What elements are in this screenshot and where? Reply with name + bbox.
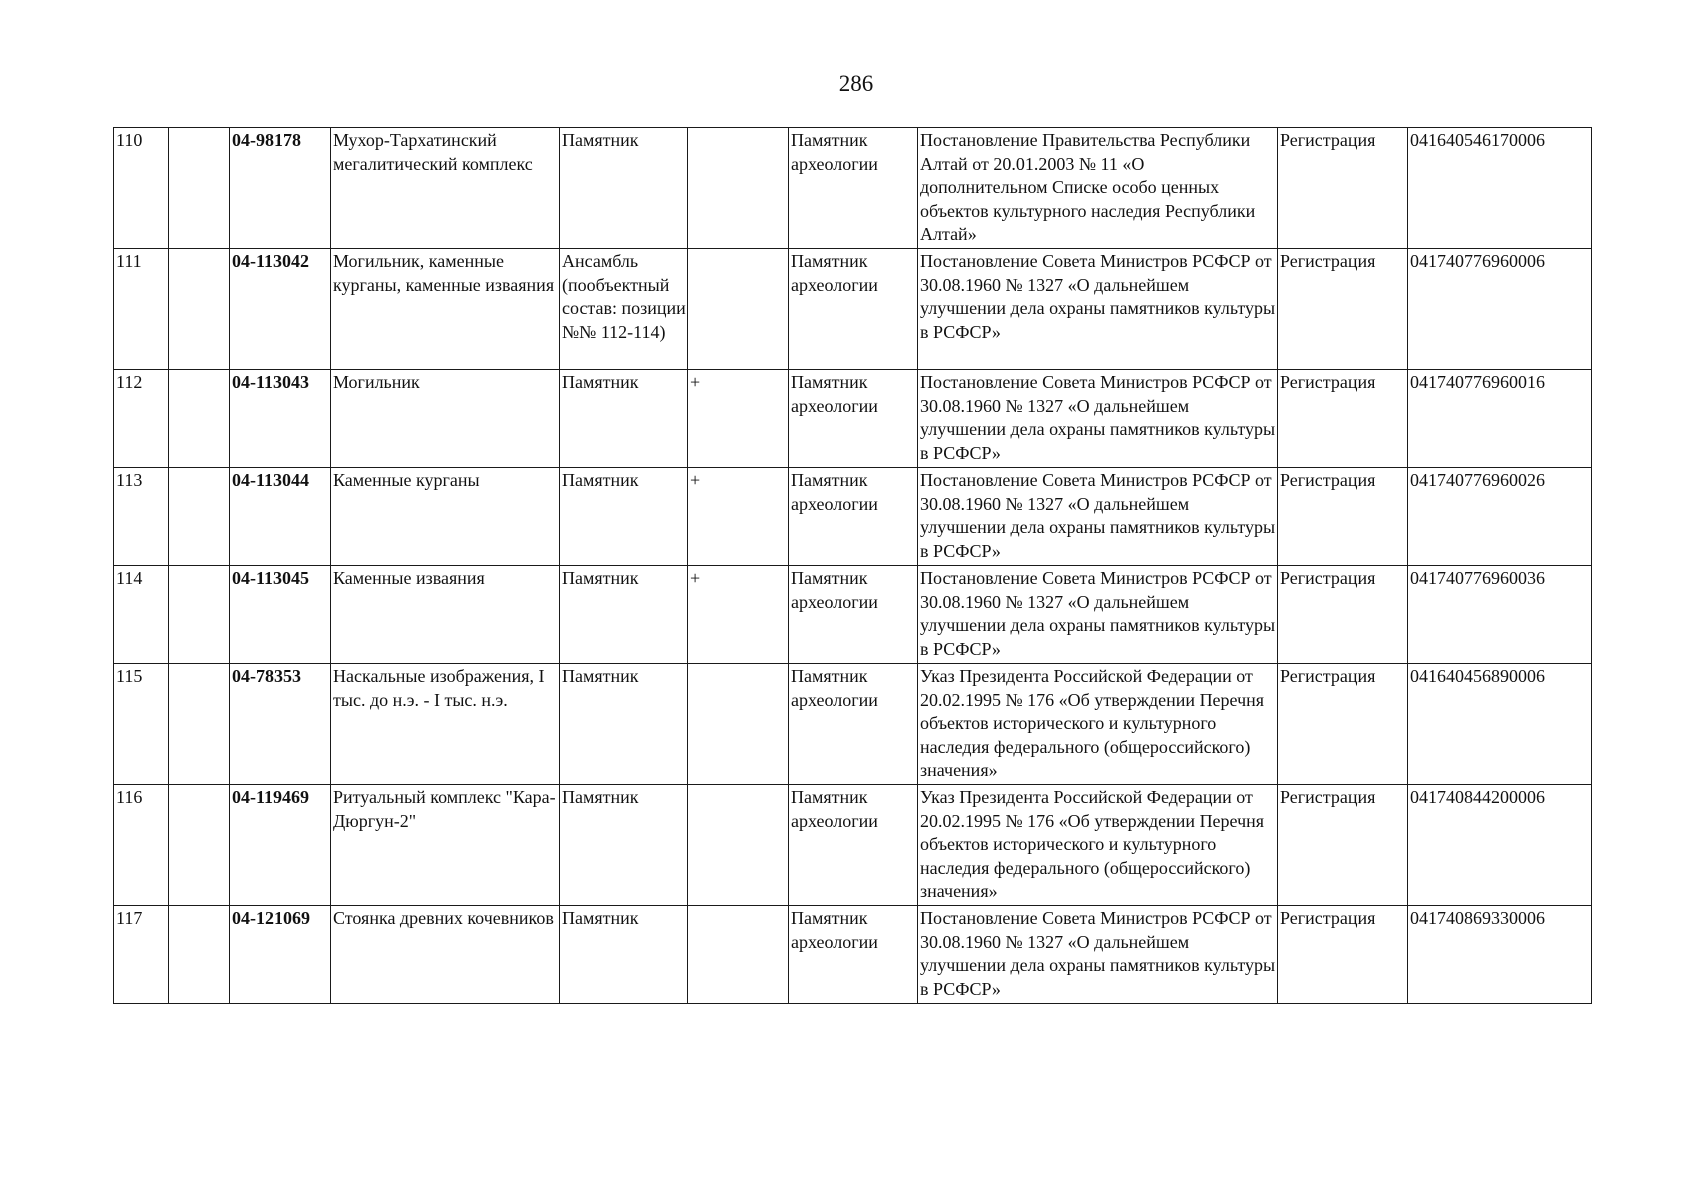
object-name-cell: Могильник, каменные курганы, каменные изваяния <box>331 249 560 370</box>
mark-cell: + <box>688 468 789 566</box>
object-code-cell: 04-113044 <box>230 468 331 566</box>
status-cell: Регистрация <box>1278 906 1408 1004</box>
document-cell: Постановление Совета Министров РСФСР от 30.08.1960 № 1327 «О дальнейшем улучшении дела охраны памятников культуры в РСФСР» <box>918 906 1278 1004</box>
row-number-cell: 113 <box>114 468 169 566</box>
mark-cell: + <box>688 370 789 468</box>
mark-cell <box>688 664 789 785</box>
registration-number-cell: 041640546170006 <box>1408 128 1592 249</box>
registration-number-cell: 041740869330006 <box>1408 906 1592 1004</box>
table-row <box>114 664 1592 785</box>
status-cell: Регистрация <box>1278 370 1408 468</box>
empty-cell <box>169 249 230 370</box>
table-row <box>114 566 1592 664</box>
row-number-cell: 110 <box>114 128 169 249</box>
table-row <box>114 128 1592 249</box>
object-code-cell: 04-119469 <box>230 785 331 906</box>
object-type-cell: Памятник <box>560 468 688 566</box>
object-type-cell: Ансамбль (пообъектный состав: позиции №№ 112-114) <box>560 249 688 370</box>
object-name-cell: Ритуальный комплекс "Кара-Дюргун-2" <box>331 785 560 906</box>
category-cell: Памятник археологии <box>789 128 918 249</box>
object-type-cell: Памятник <box>560 566 688 664</box>
registration-number-cell: 041740776960006 <box>1408 249 1592 370</box>
category-cell: Памятник археологии <box>789 906 918 1004</box>
status-cell: Регистрация <box>1278 249 1408 370</box>
object-code-cell: 04-113045 <box>230 566 331 664</box>
mark-cell <box>688 249 789 370</box>
document-cell: Указ Президента Российской Федерации от 20.02.1995 № 176 «Об утверждении Перечня объектов исторического и культурного наследия федерального (общероссийского) значения» <box>918 664 1278 785</box>
category-cell: Памятник археологии <box>789 566 918 664</box>
mark-cell <box>688 906 789 1004</box>
object-name-cell: Каменные изваяния <box>331 566 560 664</box>
mark-cell <box>688 128 789 249</box>
category-cell: Памятник археологии <box>789 664 918 785</box>
registration-number-cell: 041640456890006 <box>1408 664 1592 785</box>
table-row <box>114 370 1592 468</box>
empty-cell <box>169 370 230 468</box>
object-type-cell: Памятник <box>560 370 688 468</box>
status-cell: Регистрация <box>1278 566 1408 664</box>
document-cell: Постановление Совета Министров РСФСР от 30.08.1960 № 1327 «О дальнейшем улучшении дела охраны памятников культуры в РСФСР» <box>918 468 1278 566</box>
empty-cell <box>169 664 230 785</box>
object-type-cell: Памятник <box>560 906 688 1004</box>
object-type-cell: Памятник <box>560 664 688 785</box>
empty-cell <box>169 785 230 906</box>
document-cell: Постановление Правительства Республики Алтай от 20.01.2003 № 11 «О дополнительном Списке особо ценных объектов культурного наследия Республики Алтай» <box>918 128 1278 249</box>
table-row <box>114 785 1592 906</box>
category-cell: Памятник археологии <box>789 249 918 370</box>
row-number-cell: 112 <box>114 370 169 468</box>
table-row <box>114 249 1592 370</box>
mark-cell: + <box>688 566 789 664</box>
document-cell: Указ Президента Российской Федерации от 20.02.1995 № 176 «Об утверждении Перечня объектов исторического и культурного наследия федерального (общероссийского) значения» <box>918 785 1278 906</box>
empty-cell <box>169 128 230 249</box>
row-number-cell: 117 <box>114 906 169 1004</box>
registration-number-cell: 041740776960026 <box>1408 468 1592 566</box>
object-code-cell: 04-113043 <box>230 370 331 468</box>
document-cell: Постановление Совета Министров РСФСР от 30.08.1960 № 1327 «О дальнейшем улучшении дела охраны памятников культуры в РСФСР» <box>918 370 1278 468</box>
object-name-cell: Наскальные изображения, I тыс. до н.э. - I тыс. н.э. <box>331 664 560 785</box>
empty-cell <box>169 906 230 1004</box>
object-name-cell: Мухор-Тархатинский мегалитический комплекс <box>331 128 560 249</box>
registration-number-cell: 041740844200006 <box>1408 785 1592 906</box>
page-number: 286 <box>838 71 874 96</box>
status-cell: Регистрация <box>1278 128 1408 249</box>
row-number-cell: 115 <box>114 664 169 785</box>
object-name-cell: Каменные курганы <box>331 468 560 566</box>
object-name-cell: Стоянка древних кочевников <box>331 906 560 1004</box>
empty-cell <box>169 566 230 664</box>
registration-number-cell: 041740776960016 <box>1408 370 1592 468</box>
status-cell: Регистрация <box>1278 785 1408 906</box>
table-row <box>114 906 1592 1004</box>
object-code-cell: 04-121069 <box>230 906 331 1004</box>
object-code-cell: 04-98178 <box>230 128 331 249</box>
object-code-cell: 04-78353 <box>230 664 331 785</box>
category-cell: Памятник археологии <box>789 370 918 468</box>
object-type-cell: Памятник <box>560 128 688 249</box>
document-cell: Постановление Совета Министров РСФСР от 30.08.1960 № 1327 «О дальнейшем улучшении дела охраны памятников культуры в РСФСР» <box>918 566 1278 664</box>
table-row <box>114 468 1592 566</box>
document-cell: Постановление Совета Министров РСФСР от 30.08.1960 № 1327 «О дальнейшем улучшении дела охраны памятников культуры в РСФСР» <box>918 249 1278 370</box>
row-number-cell: 111 <box>114 249 169 370</box>
category-cell: Памятник археологии <box>789 785 918 906</box>
row-number-cell: 116 <box>114 785 169 906</box>
empty-cell <box>169 468 230 566</box>
object-code-cell: 04-113042 <box>230 249 331 370</box>
object-name-cell: Могильник <box>331 370 560 468</box>
mark-cell <box>688 785 789 906</box>
status-cell: Регистрация <box>1278 664 1408 785</box>
row-number-cell: 114 <box>114 566 169 664</box>
heritage-registry-table <box>113 127 1592 1004</box>
category-cell: Памятник археологии <box>789 468 918 566</box>
registration-number-cell: 041740776960036 <box>1408 566 1592 664</box>
status-cell: Регистрация <box>1278 468 1408 566</box>
object-type-cell: Памятник <box>560 785 688 906</box>
